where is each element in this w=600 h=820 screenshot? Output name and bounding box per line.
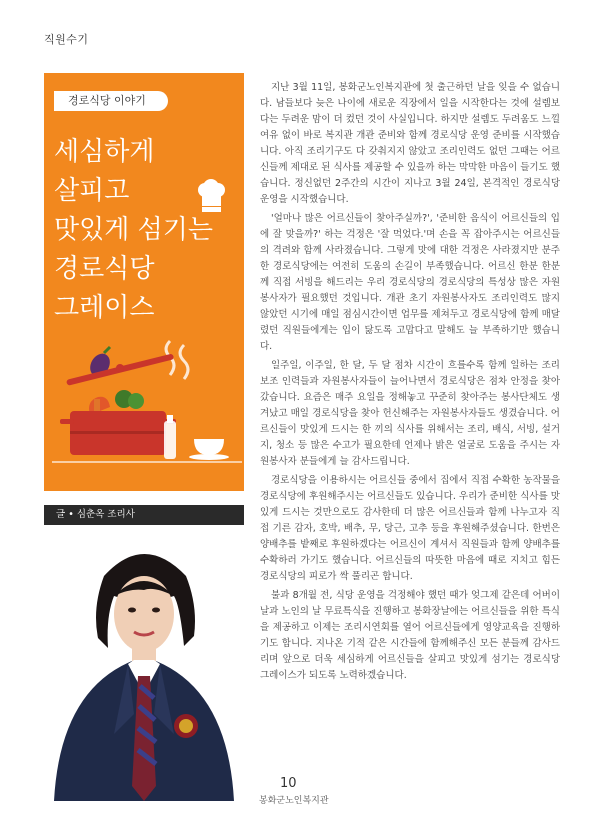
headline-line: 경로식당: [54, 254, 155, 284]
headline-line: 맛있게 섬기는: [54, 215, 213, 245]
headline-line: 살피고: [54, 176, 130, 206]
page-number: 10: [280, 776, 297, 791]
body-paragraph: 지난 3월 11일, 봉화군노인복지관에 첫 출근하던 날을 잊을 수 없습니다. 남들보다 늦은 나이에 새로운 직장에서 일을 시작한다는 것에 설렘보다는 두려운 맘이 더 컸던 것이 사실입니다. 하지만 설렘도 두려움도 느낄 여유 없이 바로 복지관 개관 준비와 함께 경로식당 운영 준비를 시작했습니다. 아직 조리기구도 다 갖춰지지 않았고 조리인력도 없던 그때는 어르신들께 제대로 된 식사를 제공할 수 있을까 하는 막막한 마음이 들기도 했습니다. 정신없던 2주간의 시간이 지나고 3월 24일, 본격적인 경로식당 운영을 시작했습니다.: [260, 82, 560, 205]
cooking-pot-illustration: [52, 335, 242, 475]
article-body: [260, 80, 560, 687]
headline-line: 그레이스: [54, 293, 155, 323]
series-tab: 경로식당 이야기: [54, 91, 168, 111]
author-bar: 글 • 심춘옥 조리사: [44, 505, 244, 525]
body-paragraph: 불과 8개월 전, 식당 운영을 걱정해야 했던 때가 엊그제 같은데 어버이날과 노인의 날 무료특식을 진행하고 봉화장날에는 어르신들을 위한 특식을 제공하고 이제는 조리시연회를 열어 어르신들에게 영양교육을 진행하기도 합니다. 지나온 기적 같은 시간들에 함께해주신 모든 분들께 감사드리며 앞으로 더욱 세심하게 어르신들을 살피고 맛있게 섬기는 경로식당 그레이스가 되도록 노력하겠습니다.: [260, 590, 560, 681]
title-panel: [44, 73, 244, 491]
portrait-image: [44, 536, 244, 801]
author-photo: [44, 536, 244, 801]
headline: [54, 133, 213, 328]
chef-hat-icon: [196, 179, 226, 213]
publication-name: 봉화군노인복지관: [259, 796, 329, 806]
body-paragraph: 일주일, 이주일, 한 달, 두 달 점차 시간이 흐를수록 함께 일하는 조리보조 인력들과 자원봉사자들이 늘어나면서 경로식당은 점차 안정을 찾아갔습니다. 요즘은 매주 요일을 정해놓고 꾸준히 찾아주는 봉사단체도 생겨났고 매일 경로식당을 찾아 헌신해주는 자원봉사자들도 생겼습니다. 어르신들이 맛있게 드시는 한 끼의 식사를 위해서는 조리, 배식, 서빙, 설거지, 청소 등 많은 수고가 필요한데 언제나 밝은 얼굴로 도움을 주시는 자원봉사자 분들에게 늘 감사드립니다.: [260, 360, 560, 467]
body-paragraph: '얼마나 많은 어르신들이 찾아주실까?', '준비한 음식이 어르신들의 입에 잘 맞을까?' 하는 걱정은 '잘 먹었다.'며 손을 꼭 잡아주시는 어르신들의 격려와 함께 사라졌습니다. 그렇게 맛에 대한 걱정은 사라졌지만 분주한 경로식당에는 여전히 도움의 손길이 부족했습니다. 어르신 한분 한분께 직접 서빙을 해드리는 우리 경로식당의 경로식당의 특성상 많은 자원봉사자가 필요했던 것입니다. 개관 초기 자원봉사자도 조리인력도 많지 않았던 시기에 매일 점심시간이면 업무를 제쳐두고 경로식당에 함께 매달렸던 직원들에게는 입이 닳도록 고맙다고 말해도 늘 부족하기만 했습니다.: [260, 213, 560, 352]
body-paragraph: 경로식당을 이용하시는 어르신들 중에서 집에서 직접 수확한 농작물을 경로식당에 후원해주시는 어르신들도 있습니다. 우리가 준비한 식사를 맛있게 드시는 것만으로도 감사한데 더 많은 어르신들과 함께 나누고자 직접 기른 감자, 호박, 배추, 무, 당근, 고추 등을 후원해주셨습니다. 한번은 양배추를 밭째로 후원하겠다는 어르신이 계셔서 직원들과 함께 양배추를 수확하러 가기도 했습니다. 어르신들의 따뜻한 마음에 때로 지치고 힘든 경로식당의 피로가 싹 풀리곤 합니다.: [260, 475, 560, 582]
headline-line: 세심하게: [54, 137, 155, 167]
section-label: 직원수기: [44, 33, 89, 46]
